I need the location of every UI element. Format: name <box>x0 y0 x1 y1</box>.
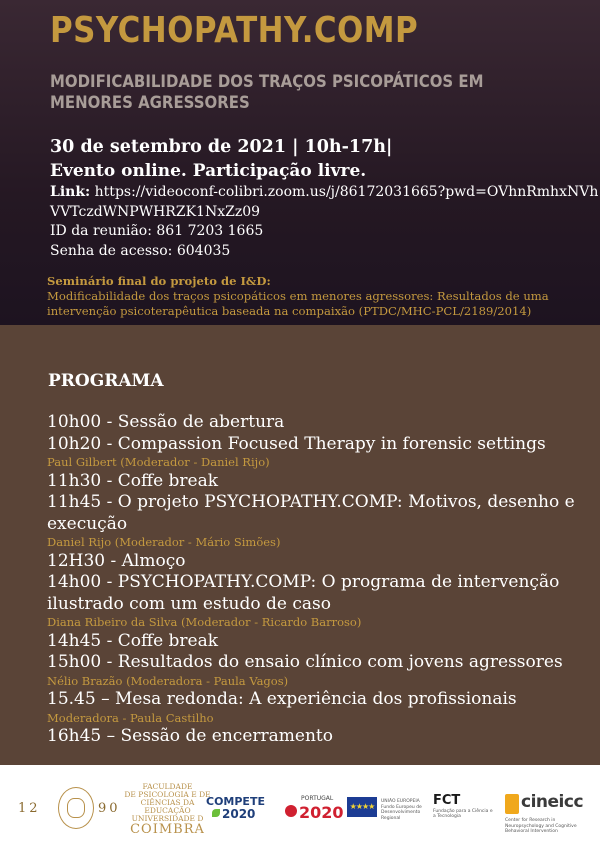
fct-logo <box>433 793 493 823</box>
project-title: PSYCHOPATHY.COMP <box>50 10 419 51</box>
uc-year-right: 90 <box>98 801 121 816</box>
program-item: 14h00 - PSYCHOPATHY.COMP: O programa de intervenção ilustrado com um estudo de caso <box>47 572 560 614</box>
uc-year-left: 12 <box>18 801 41 816</box>
program-heading: PROGRAMA <box>48 371 164 391</box>
cineicc-word: cineicc <box>521 792 584 812</box>
link-label: Link: <box>50 184 91 200</box>
uc-coimbra: COIMBRA <box>130 822 205 837</box>
cineicc-text: Center for Research in Neuropsychology and Cognitive Behavioral Intervention <box>505 818 577 834</box>
program-item: 11h45 - O projeto PSYCHOPATHY.COMP: Motivos, desenho e execução <box>47 492 575 534</box>
program-speaker: Nélio Brazão (Moderadora - Paula Vagos) <box>47 673 289 688</box>
uc-line: UNIVERSIDADE D <box>131 814 204 823</box>
compete-word: COMPETE <box>206 795 265 808</box>
program-speaker: Diana Ribeiro da Silva (Moderador - Ricardo Barroso) <box>47 615 362 629</box>
portugal-swirl-icon <box>285 805 297 817</box>
program-speaker: Daniel Rijo (Moderador - Mário Simões) <box>47 535 281 549</box>
cineicc-logo <box>503 790 595 842</box>
uc-line: FACULDADE <box>142 782 193 791</box>
program-item: 10h20 - Compassion Focused Therapy in forensic settings <box>47 433 546 454</box>
program-item: 12H30 - Almoço <box>47 550 186 571</box>
event-details <box>50 136 600 261</box>
seminar-title: Seminário final do projeto de I&D: <box>47 274 271 288</box>
fct-text: Fundação para a Ciência e a Tecnologia <box>433 809 493 819</box>
uc-line: CIÊNCIAS DA EDUCAÇÃO <box>140 798 195 815</box>
fct-word: FCT <box>433 793 461 808</box>
cineicc-mark-icon <box>505 794 519 814</box>
compete-2020-logo <box>206 795 278 825</box>
uc-line: DE PSICOLOGIA E DE <box>124 790 211 799</box>
program-item: 10h00 - Sessão de abertura <box>47 412 285 432</box>
university-coimbra-logo <box>18 782 211 837</box>
event-format: Evento online. Participação livre. <box>50 161 367 181</box>
program-list <box>47 412 587 748</box>
program-speaker: Moderadora - Paula Castilho <box>47 710 214 725</box>
uc-seal-icon <box>58 787 94 829</box>
event-date: 30 de setembro de 2021 | 10h-17h| <box>50 137 393 157</box>
program-item: 14h45 - Coffe break <box>47 630 219 651</box>
program-speaker: Paul Gilbert (Moderador - Daniel Rijo) <box>47 455 270 469</box>
program-item: 15.45 – Mesa redonda: A experiência dos profissionais <box>47 689 517 709</box>
portugal-word: PORTUGAL <box>301 795 334 802</box>
uc-name <box>120 783 215 837</box>
seminar-info <box>47 274 587 319</box>
compete-year: 2020 <box>222 807 256 821</box>
zoom-link[interactable]: https://videoconf-colibri.zoom.us/j/86172031665?pwd=OVhnRmhxNVhVVTczdWNPWHRZK1NxZz09 <box>50 184 599 220</box>
program-item: 11h30 - Coffe break <box>47 470 219 491</box>
zoom-link-line <box>50 183 600 222</box>
meeting-password: Senha de acesso: 604035 <box>50 242 231 259</box>
meeting-id: ID da reunião: 861 7203 1665 <box>50 223 264 239</box>
portugal-year: 2020 <box>299 803 344 822</box>
compete-leaf-icon <box>212 809 220 817</box>
program-item: 16h45 – Sessão de encerramento <box>47 726 333 746</box>
program-item: 15h00 - Resultados do ensaio clínico com jovens agressores <box>47 652 563 672</box>
seminar-description: Modificabilidade dos traços psicopáticos em menores agressores: Resultados de uma intervenção psicoterapêutica baseada na compaixão (PTDC/MHC-PCL/2189/2014) <box>47 289 549 318</box>
project-subtitle: MODIFICABILIDADE DOS TRAÇOS PSICOPÁTICOS EM MENORES AGRESSORES <box>50 72 484 113</box>
eu-flag-icon: ★★★★ <box>347 797 377 817</box>
eu-fund-text: UNIÃO EUROPEIA Fundo Europeu de Desenvolvimento Regional <box>381 799 422 821</box>
portugal-2020-logo <box>285 795 345 825</box>
sponsor-footer <box>0 765 600 849</box>
